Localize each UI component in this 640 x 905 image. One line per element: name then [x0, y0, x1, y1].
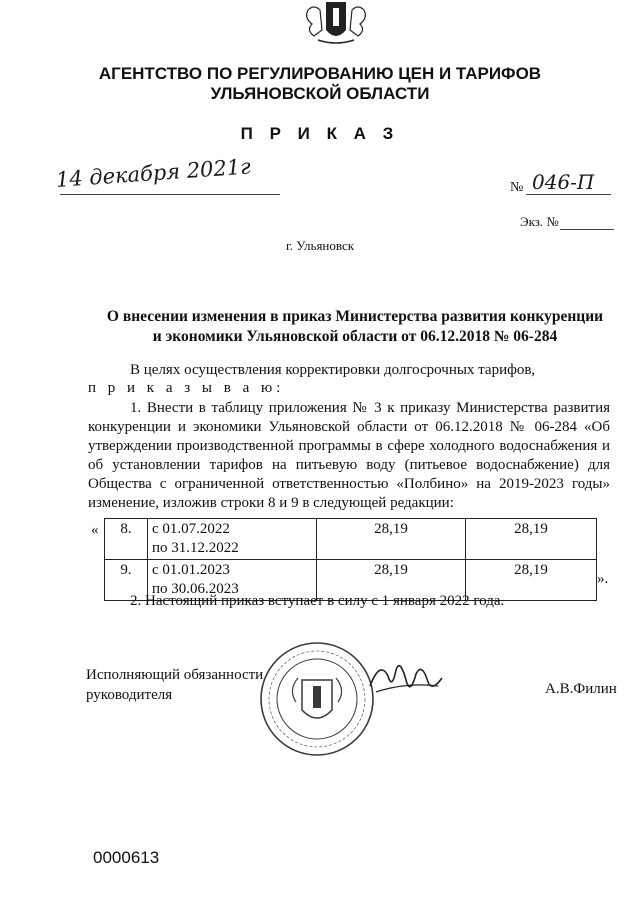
- number-label: №: [510, 180, 524, 195]
- row-number: 9.: [105, 560, 148, 601]
- subject-line-2: и экономики Ульяновской области от 06.12.2018 № 06-284: [152, 328, 558, 345]
- document-subject: [80, 307, 630, 347]
- coat-of-arms-emblem-icon: [300, 0, 372, 46]
- agency-line-2: УЛЬЯНОВСКОЙ ОБЛАСТИ: [210, 84, 430, 103]
- tariff-table: [104, 518, 597, 601]
- copy-number-underline: [560, 229, 614, 230]
- row-period: [148, 519, 317, 560]
- item-1-paragraph: 1. Внести в таблицу приложения № 3 к приказу Министерства развития конкуренции и экономики Ульяновской области от 06.12.2018 № 06-284 «Об утверждении производственной программы в сфере холодного водоснабжения и об установлении тарифов на питьевую воду (питьевое водоснабжение) для Общества с ограниченной ответственностью «Полбино» на 2019-2023 годы» изменение, изложив строки 8 и 9 в следующей редакции:: [88, 400, 610, 511]
- signatory-name: А.В.Филин: [545, 681, 617, 697]
- quote-open: «: [91, 522, 99, 538]
- tariff-value-2: 28,19: [466, 560, 597, 601]
- order-word: п р и к а з ы в а ю:: [88, 380, 285, 396]
- period-to: по 31.12.2022: [152, 540, 239, 556]
- tariff-value-1: 28,19: [317, 560, 466, 601]
- subject-line-1: О внесении изменения в приказ Министерства развития конкуренции: [106, 308, 604, 325]
- period-from: с 01.07.2022: [152, 521, 230, 537]
- document-type-title: П Р И К А З: [240, 124, 400, 143]
- table-row: [105, 519, 597, 560]
- copy-number-label: Экз. №: [520, 214, 559, 229]
- number-underline: [526, 194, 611, 195]
- quote-close: ».: [597, 571, 609, 587]
- handwritten-order-number: 046-П: [532, 170, 595, 194]
- document-serial-number: 0000613: [93, 848, 160, 867]
- position-line-1: Исполняющий обязанности: [86, 667, 264, 683]
- intro-paragraph: В целях осуществления корректировки долгосрочных тарифов,: [130, 362, 536, 378]
- period-to: по 30.06.2023: [152, 581, 239, 597]
- period-from: с 01.01.2023: [152, 562, 230, 578]
- handwritten-date: 14 декабря 2021г: [55, 154, 252, 192]
- signatory-position: [86, 665, 263, 705]
- agency-name: [0, 64, 640, 104]
- position-line-2: руководителя: [86, 687, 173, 703]
- date-underline: [60, 194, 280, 195]
- official-stamp-seal-icon: [258, 640, 376, 758]
- tariff-value-1: 28,19: [317, 519, 466, 560]
- agency-line-1: АГЕНТСТВО ПО РЕГУЛИРОВАНИЮ ЦЕН И ТАРИФОВ: [98, 64, 542, 83]
- item-2-paragraph: 2. Настоящий приказ вступает в силу с 1 января 2022 года.: [130, 593, 505, 609]
- tariff-value-2: 28,19: [466, 519, 597, 560]
- row-number: 8.: [105, 519, 148, 560]
- city-name: г. Ульяновск: [285, 238, 355, 253]
- handwritten-signature-icon: [366, 656, 446, 704]
